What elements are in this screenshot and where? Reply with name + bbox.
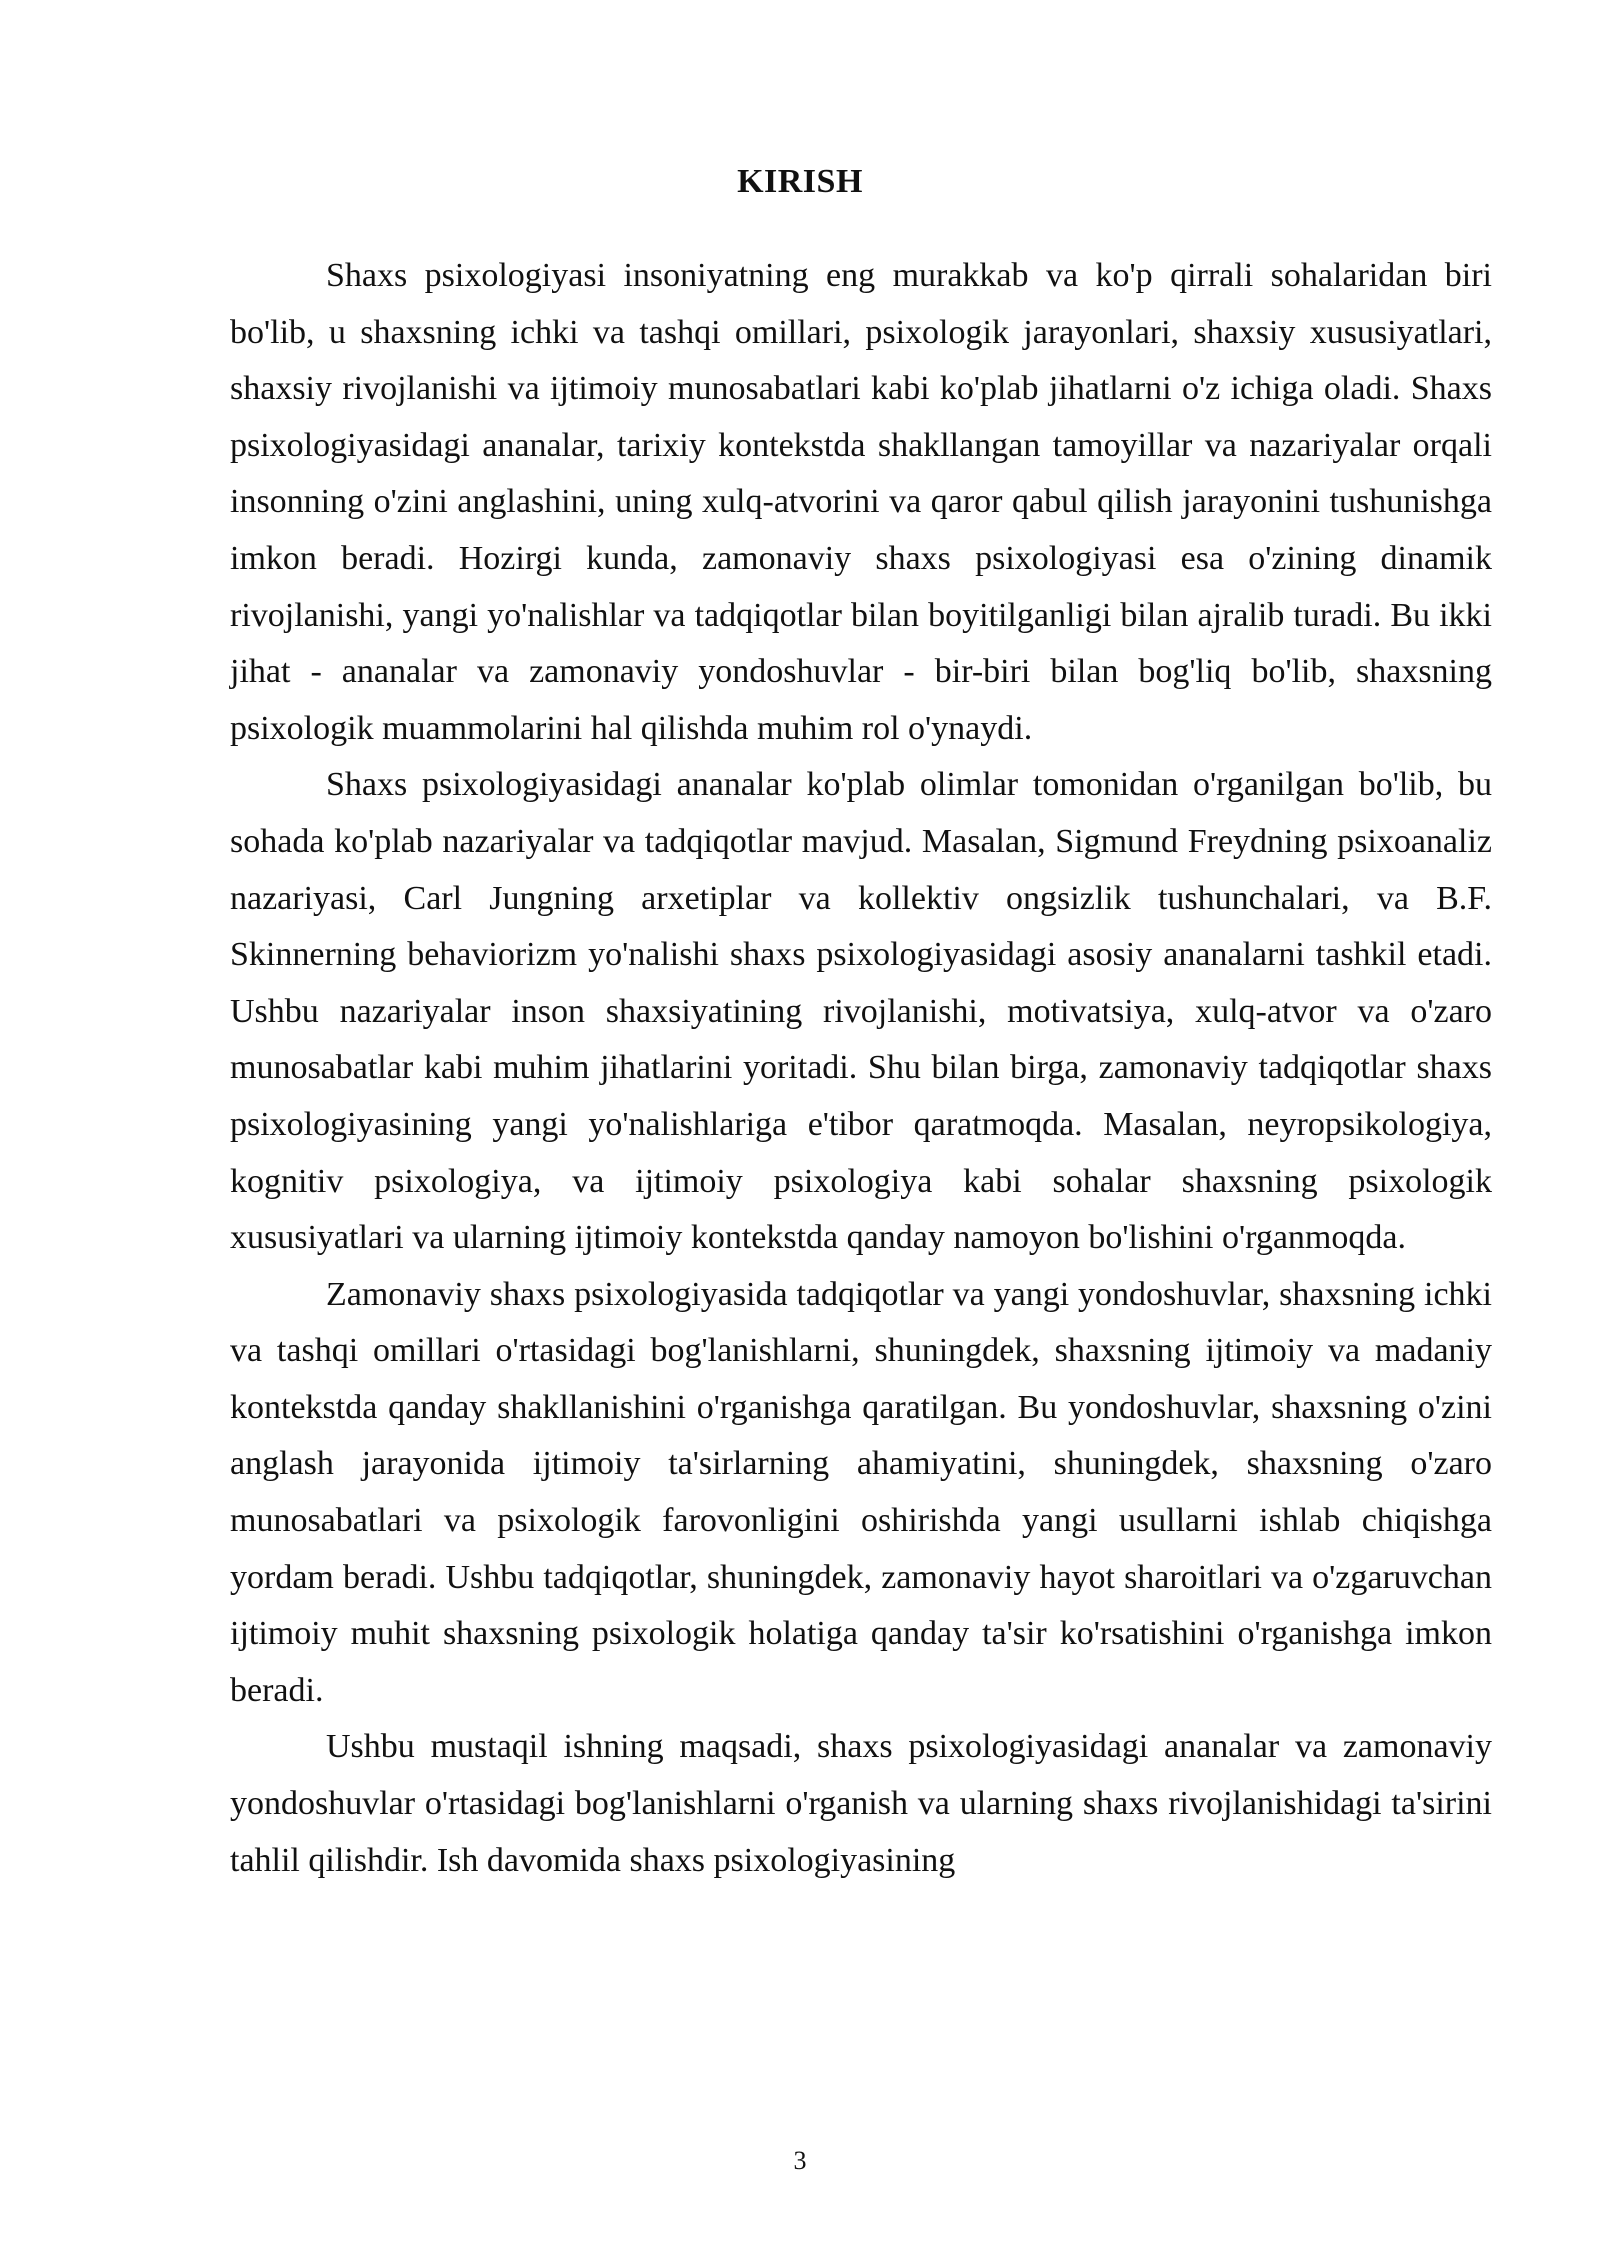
body-text <box>230 248 1492 1889</box>
paragraph-2: Shaxs psixologiyasidagi ananalar ko'plab olimlar tomonidan o'rganilgan bo'lib, bu sohada ko'plab nazariyalar va tadqiqotlar mavjud. Masalan, Sigmund Freydning psixoanaliz nazariyasi, Carl Jungning arxetiplar va kollektiv ongsizlik tushunchalari, va B.F. Skinnerning behaviorizm yo'nalishi shaxs psixologiyasidagi asosiy ananalarni tashkil etadi. Ushbu nazariyalar inson shaxsiyatining rivojlanishi, motivatsiya, xulq-atvor va o'zaro munosabatlar kabi muhim jihatlarini yoritadi. Shu bilan birga, zamonaviy tadqiqotlar shaxs psixologiyasining yangi yo'nalishlariga e'tibor qaratmoqda. Masalan, neyropsikologiya, kognitiv psixologiya, va ijtimoiy psixologiya kabi sohalar shaxsning psixologik xususiyatlari va ularning ijtimoiy kontekstda qanday namoyon bo'lishini o'rganmoqda. <box>230 766 1492 1257</box>
paragraph-4: Ushbu mustaqil ishning maqsadi, shaxs psixologiyasidagi ananalar va zamonaviy yondoshuvlar o'rtasidagi bog'lanishlarni o'rganish va ularning shaxs rivojlanishidagi ta'sirini tahlil qilishdir. Ish davomida shaxs psixologiyasining <box>230 1728 1492 1879</box>
page-title: KIRISH <box>737 163 863 200</box>
paragraph-1: Shaxs psixologiyasi insoniyatning eng murakkab va ko'p qirrali sohalaridan biri bo'lib, u shaxsning ichki va tashqi omillari, psixologik jarayonlari, shaxsiy xususiyatlari, shaxsiy rivojlanishi va ijtimoiy munosabatlari kabi ko'plab jihatlarni o'z ichiga oladi. Shaxs psixologiyasidagi ananalar, tarixiy kontekstda shakllangan tamoyillar va nazariyalar orqali insonning o'zini anglashini, uning xulq-atvorini va qaror qabul qilish jarayonini tushunishga imkon beradi. Hozirgi kunda, zamonaviy shaxs psixologiyasi esa o'zining dinamik rivojlanishi, yangi yo'nalishlar va tadqiqotlar bilan boyitilganligi bilan ajralib turadi. Bu ikki jihat - ananalar va zamonaviy yondoshuvlar - bir-biri bilan bog'liq bo'lib, shaxsning psixologik muammolarini hal qilishda muhim rol o'ynaydi. <box>230 257 1492 747</box>
paragraph-3: Zamonaviy shaxs psixologiyasida tadqiqotlar va yangi yondoshuvlar, shaxsning ichki va tashqi omillari o'rtasidagi bog'lanishlarni, shuningdek, shaxsning ijtimoiy va madaniy kontekstda qanday shakllanishini o'rganishga qaratilgan. Bu yondoshuvlar, shaxsning o'zini anglash jarayonida ijtimoiy ta'sirlarning ahamiyatini, shuningdek, shaxsning o'zaro munosabatlari va psixologik farovonligini oshirishda yangi usullarni ishlab chiqishga yordam beradi. Ushbu tadqiqotlar, shuningdek, zamonaviy hayot sharoitlari va o'zgaruvchan ijtimoiy muhit shaxsning psixologik holatiga qanday ta'sir ko'rsatishini o'rganishga imkon beradi. <box>230 1275 1492 1709</box>
page-number: 3 <box>793 2146 807 2175</box>
